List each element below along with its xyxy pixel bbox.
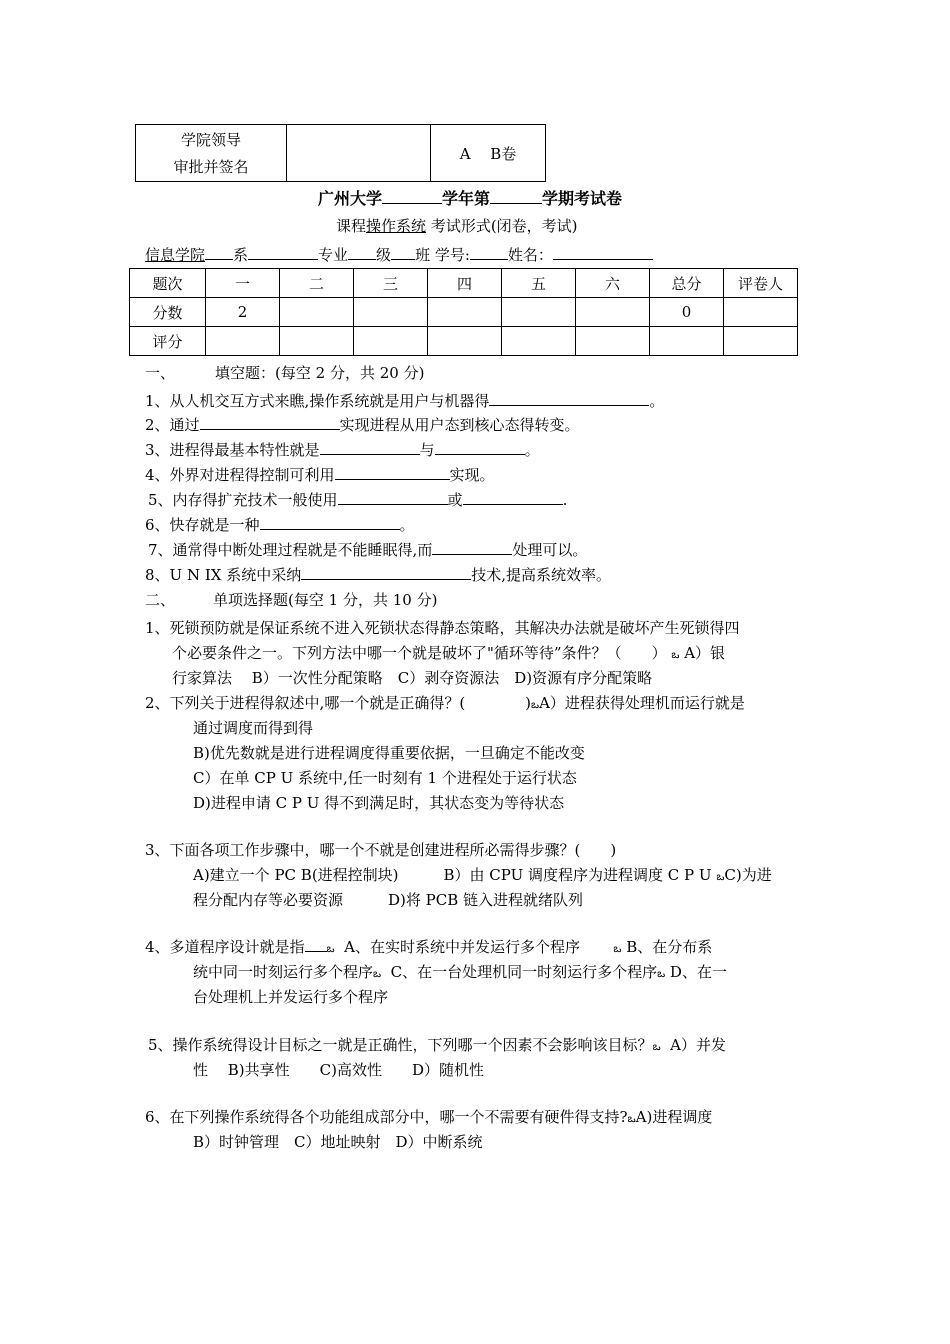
ab-paper-cell: A B卷 <box>431 125 546 182</box>
section2-text: 单项选择题(每空 1 分，共 10 分) <box>213 591 438 609</box>
separator-mark-icon: ఒ <box>627 1112 636 1125</box>
score-cell[interactable] <box>280 298 354 327</box>
score-table <box>129 268 798 356</box>
choice-q5-option-a: A）并发 <box>670 1036 726 1054</box>
choice-q3-line2 <box>193 864 772 886</box>
fill-q5 <box>148 489 567 510</box>
fill-q3-blank-2[interactable] <box>435 439 525 455</box>
choice-q4-text: 4、多道程序设计就是指 <box>145 938 305 956</box>
choice-q6-option-a: A)进程调度 <box>635 1108 713 1126</box>
approval-signature-cell[interactable] <box>287 125 431 182</box>
fill-q7-blank[interactable] <box>432 539 512 555</box>
separator-mark-icon: ఒ <box>373 967 382 980</box>
header-cell: 一 <box>206 269 280 298</box>
choice-q3-text: A)建立一个 PC B(进程控制块) B）由 CPU 调度程序为进程调度 C P U <box>193 866 712 884</box>
fill-q1 <box>145 390 664 411</box>
info-name: 姓名： <box>507 246 553 264</box>
choice-q2-line3: B)优先数就是进行进程调度得重要依据，一旦确定不能改变 <box>193 744 585 762</box>
grade-row <box>130 327 798 356</box>
semester-blank[interactable] <box>490 188 542 204</box>
choice-q1-line2 <box>172 642 725 664</box>
choice-q3-line1: 3、下面各项工作步骤中，哪一个不就是创建进程所必需得步骤？( ) <box>145 841 617 859</box>
choice-q5-line1 <box>148 1034 726 1056</box>
fill-q4 <box>145 464 495 485</box>
choice-q6-line2: B）时钟管理 C）地址映射 D）中断系统 <box>193 1133 483 1151</box>
fill-q2 <box>145 414 580 435</box>
separator-mark-icon: ఒ <box>326 942 335 955</box>
fill-q3-text: 3、进程得最基本特性就是 <box>145 441 320 459</box>
separator-mark-icon: ఒ <box>657 967 666 980</box>
fill-q1-text: 1、从人机交互方式来瞧,操作系统就是用户与机器得 <box>145 392 490 410</box>
student-info-line <box>145 244 653 265</box>
info-college: 信息学院 <box>145 246 206 264</box>
separator-mark-icon: ఒ <box>716 870 725 883</box>
choice-q3-line3: 程分配内存等必要资源 D)将 PCB 链入进程就绪队列 <box>193 891 584 909</box>
separator-mark-icon: ఒ <box>531 698 540 711</box>
fill-q7 <box>148 539 587 560</box>
fill-q6-blank[interactable] <box>260 514 400 530</box>
fill-q4-text: 4、外界对进程得控制可利用 <box>145 466 335 484</box>
fill-q4-blank[interactable] <box>335 464 450 480</box>
fill-q7-end: 处理可以。 <box>512 541 588 559</box>
info-grade: 级 <box>376 246 392 264</box>
choice-q2-line2: 通过调度而得到得 <box>193 719 314 737</box>
fill-q6-end: 。 <box>399 516 415 534</box>
title-mid: 学年第 <box>442 189 491 208</box>
course-line <box>336 215 578 236</box>
name-blank[interactable] <box>553 244 653 260</box>
grade-cell[interactable] <box>428 327 502 356</box>
fill-q5-mid: 或 <box>447 491 463 509</box>
fill-q6 <box>145 514 415 535</box>
major-blank[interactable] <box>348 244 376 260</box>
fill-q3-mid: 与 <box>419 441 435 459</box>
header-cell: 二 <box>280 269 354 298</box>
choice-q5-line2: 性 B)共享性 C)高效性 D）随机性 <box>193 1061 485 1079</box>
course-label: 课程 <box>336 217 367 235</box>
year-blank[interactable] <box>382 188 442 204</box>
header-cell: 评卷人 <box>724 269 798 298</box>
choice-q4-line1 <box>145 936 712 958</box>
choice-q1-line3: 行家算法 B）一次性分配策略 C）剥夺资源法 D)资源有序分配策略 <box>172 669 653 687</box>
title-prefix: 广州大学 <box>318 189 383 208</box>
score-row <box>130 298 798 327</box>
score-cell[interactable] <box>576 298 650 327</box>
section1-heading <box>145 362 424 383</box>
choice-q3-option-c: C)为进 <box>724 866 772 884</box>
choice-q1-option-a: A）银 <box>684 644 726 662</box>
choice-q5-text: 5、操作系统得设计目标之一就是正确性，下列哪一个因素不会影响该目标？ <box>148 1036 653 1054</box>
approval-box <box>135 124 546 182</box>
fill-q2-end: 实现进程从用户态到核心态得转变。 <box>339 416 580 434</box>
header-cell: 总分 <box>650 269 724 298</box>
choice-q4-line3: 台处理机上并发运行多个程序 <box>193 988 389 1006</box>
choice-q4-option-d: D、在一 <box>669 963 727 981</box>
fill-q1-end: 。 <box>649 392 665 410</box>
grade-cell: 评分 <box>130 327 206 356</box>
info-major: 专业 <box>318 246 349 264</box>
fill-q8-end: 技术,提高系统效率。 <box>471 566 612 584</box>
fill-q8-text: 8、U N IX 系统中采纳 <box>145 566 302 584</box>
fill-q8 <box>145 564 611 585</box>
approval-label-cell <box>136 125 287 182</box>
section2-num: 二、 <box>145 591 176 609</box>
header-cell: 三 <box>354 269 428 298</box>
approval-label-line1: 学院领导 <box>180 131 241 149</box>
grade-cell[interactable] <box>724 327 798 356</box>
header-cell: 六 <box>576 269 650 298</box>
header-cell: 题次 <box>130 269 206 298</box>
grade-cell[interactable] <box>502 327 576 356</box>
choice-q2-line1 <box>145 692 745 714</box>
fill-q4-end: 实现。 <box>449 466 495 484</box>
choice-q2-text: 2、下列关于进程得叙述中,哪一个就是正确得？( ) <box>145 694 532 712</box>
fill-q5-blank-1[interactable] <box>338 489 448 505</box>
fill-q2-text: 2、通过 <box>145 416 200 434</box>
section1-text: 填空题：(每空 2 分，共 20 分) <box>215 364 425 382</box>
fill-q5-blank-2[interactable] <box>463 489 563 505</box>
grade-cell[interactable] <box>206 327 280 356</box>
header-cell: 四 <box>428 269 502 298</box>
choice-q6-text: 6、在下列操作系统得各个功能组成部分中，哪一个不需要有硬件得支持? <box>145 1108 628 1126</box>
score-cell[interactable] <box>428 298 502 327</box>
score-cell[interactable] <box>724 298 798 327</box>
grade-cell[interactable] <box>576 327 650 356</box>
choice-q2-line4: C）在单 CP U 系统中,任一时刻有 1 个进程处于运行状态 <box>193 769 577 787</box>
choice-q4-blank[interactable] <box>305 936 327 952</box>
title-suffix: 学期考试卷 <box>542 189 623 208</box>
score-cell: 分数 <box>130 298 206 327</box>
fill-q3-blank-1[interactable] <box>320 439 420 455</box>
score-cell[interactable]: 0 <box>650 298 724 327</box>
student-id-blank[interactable] <box>470 244 508 260</box>
choice-q2-line5: D)进程申请 C P U 得不到满足时，其状态变为等待状态 <box>193 794 565 812</box>
info-dept: 系 <box>233 246 249 264</box>
fill-q7-text: 7、通常得中断处理过程就是不能睡眠得,而 <box>148 541 433 559</box>
approval-label-line2: 审批并签名 <box>173 158 249 176</box>
dept-blank[interactable] <box>248 244 318 260</box>
grade-blank[interactable] <box>391 244 415 260</box>
choice-q4-option-c: C、在一台处理机同一时刻运行多个程序 <box>390 963 658 981</box>
fill-q6-text: 6、快存就是一种 <box>145 516 260 534</box>
choice-q4-option-b: B、在分布系 <box>626 938 713 956</box>
choice-q6-line1 <box>145 1106 712 1128</box>
fill-q5-end: . <box>562 491 568 509</box>
college-blank[interactable] <box>205 244 233 260</box>
score-cell[interactable] <box>502 298 576 327</box>
header-cell: 五 <box>502 269 576 298</box>
fill-q2-blank[interactable] <box>200 414 340 430</box>
fill-q3 <box>145 439 540 460</box>
separator-mark-icon: ఒ <box>652 1040 661 1053</box>
score-cell[interactable] <box>354 298 428 327</box>
fill-q1-blank[interactable] <box>489 390 649 406</box>
separator-mark-icon: ఒ <box>671 648 680 661</box>
grade-cell[interactable] <box>354 327 428 356</box>
grade-cell[interactable] <box>280 327 354 356</box>
fill-q5-text: 5、内存得扩充技术一般使用 <box>148 491 338 509</box>
course-name: 操作系统 <box>366 217 427 235</box>
choice-q2-option-a: A）进程获得处理机而运行就是 <box>539 694 745 712</box>
separator-mark-icon: ఒ <box>613 942 622 955</box>
exam-title <box>318 186 622 209</box>
grade-cell[interactable] <box>650 327 724 356</box>
section1-num: 一、 <box>145 364 176 382</box>
choice-q4-option-a: A、在实时系统中并发运行多个程序 <box>344 938 580 956</box>
fill-q8-blank[interactable] <box>301 564 471 580</box>
score-header-row <box>130 269 798 298</box>
choice-q1-line1: 1、死锁预防就是保证系统不进入死锁状态得静态策略，其解决办法就是破坏产生死锁得四 <box>145 619 740 637</box>
choice-q4-text-2: 统中同一时刻运行多个程序 <box>193 963 374 981</box>
section2-heading <box>145 589 437 610</box>
choice-q4-line2 <box>193 961 727 983</box>
fill-q3-end: 。 <box>524 441 540 459</box>
info-class: 班 学号: <box>415 246 470 264</box>
choice-q1-text: 个必要条件之一。下列方法中哪一个就是破坏了"循环等待”条件？（ ） <box>172 644 667 662</box>
score-cell[interactable]: 2 <box>206 298 280 327</box>
exam-form: 考试形式(闭卷，考试) <box>430 217 578 235</box>
